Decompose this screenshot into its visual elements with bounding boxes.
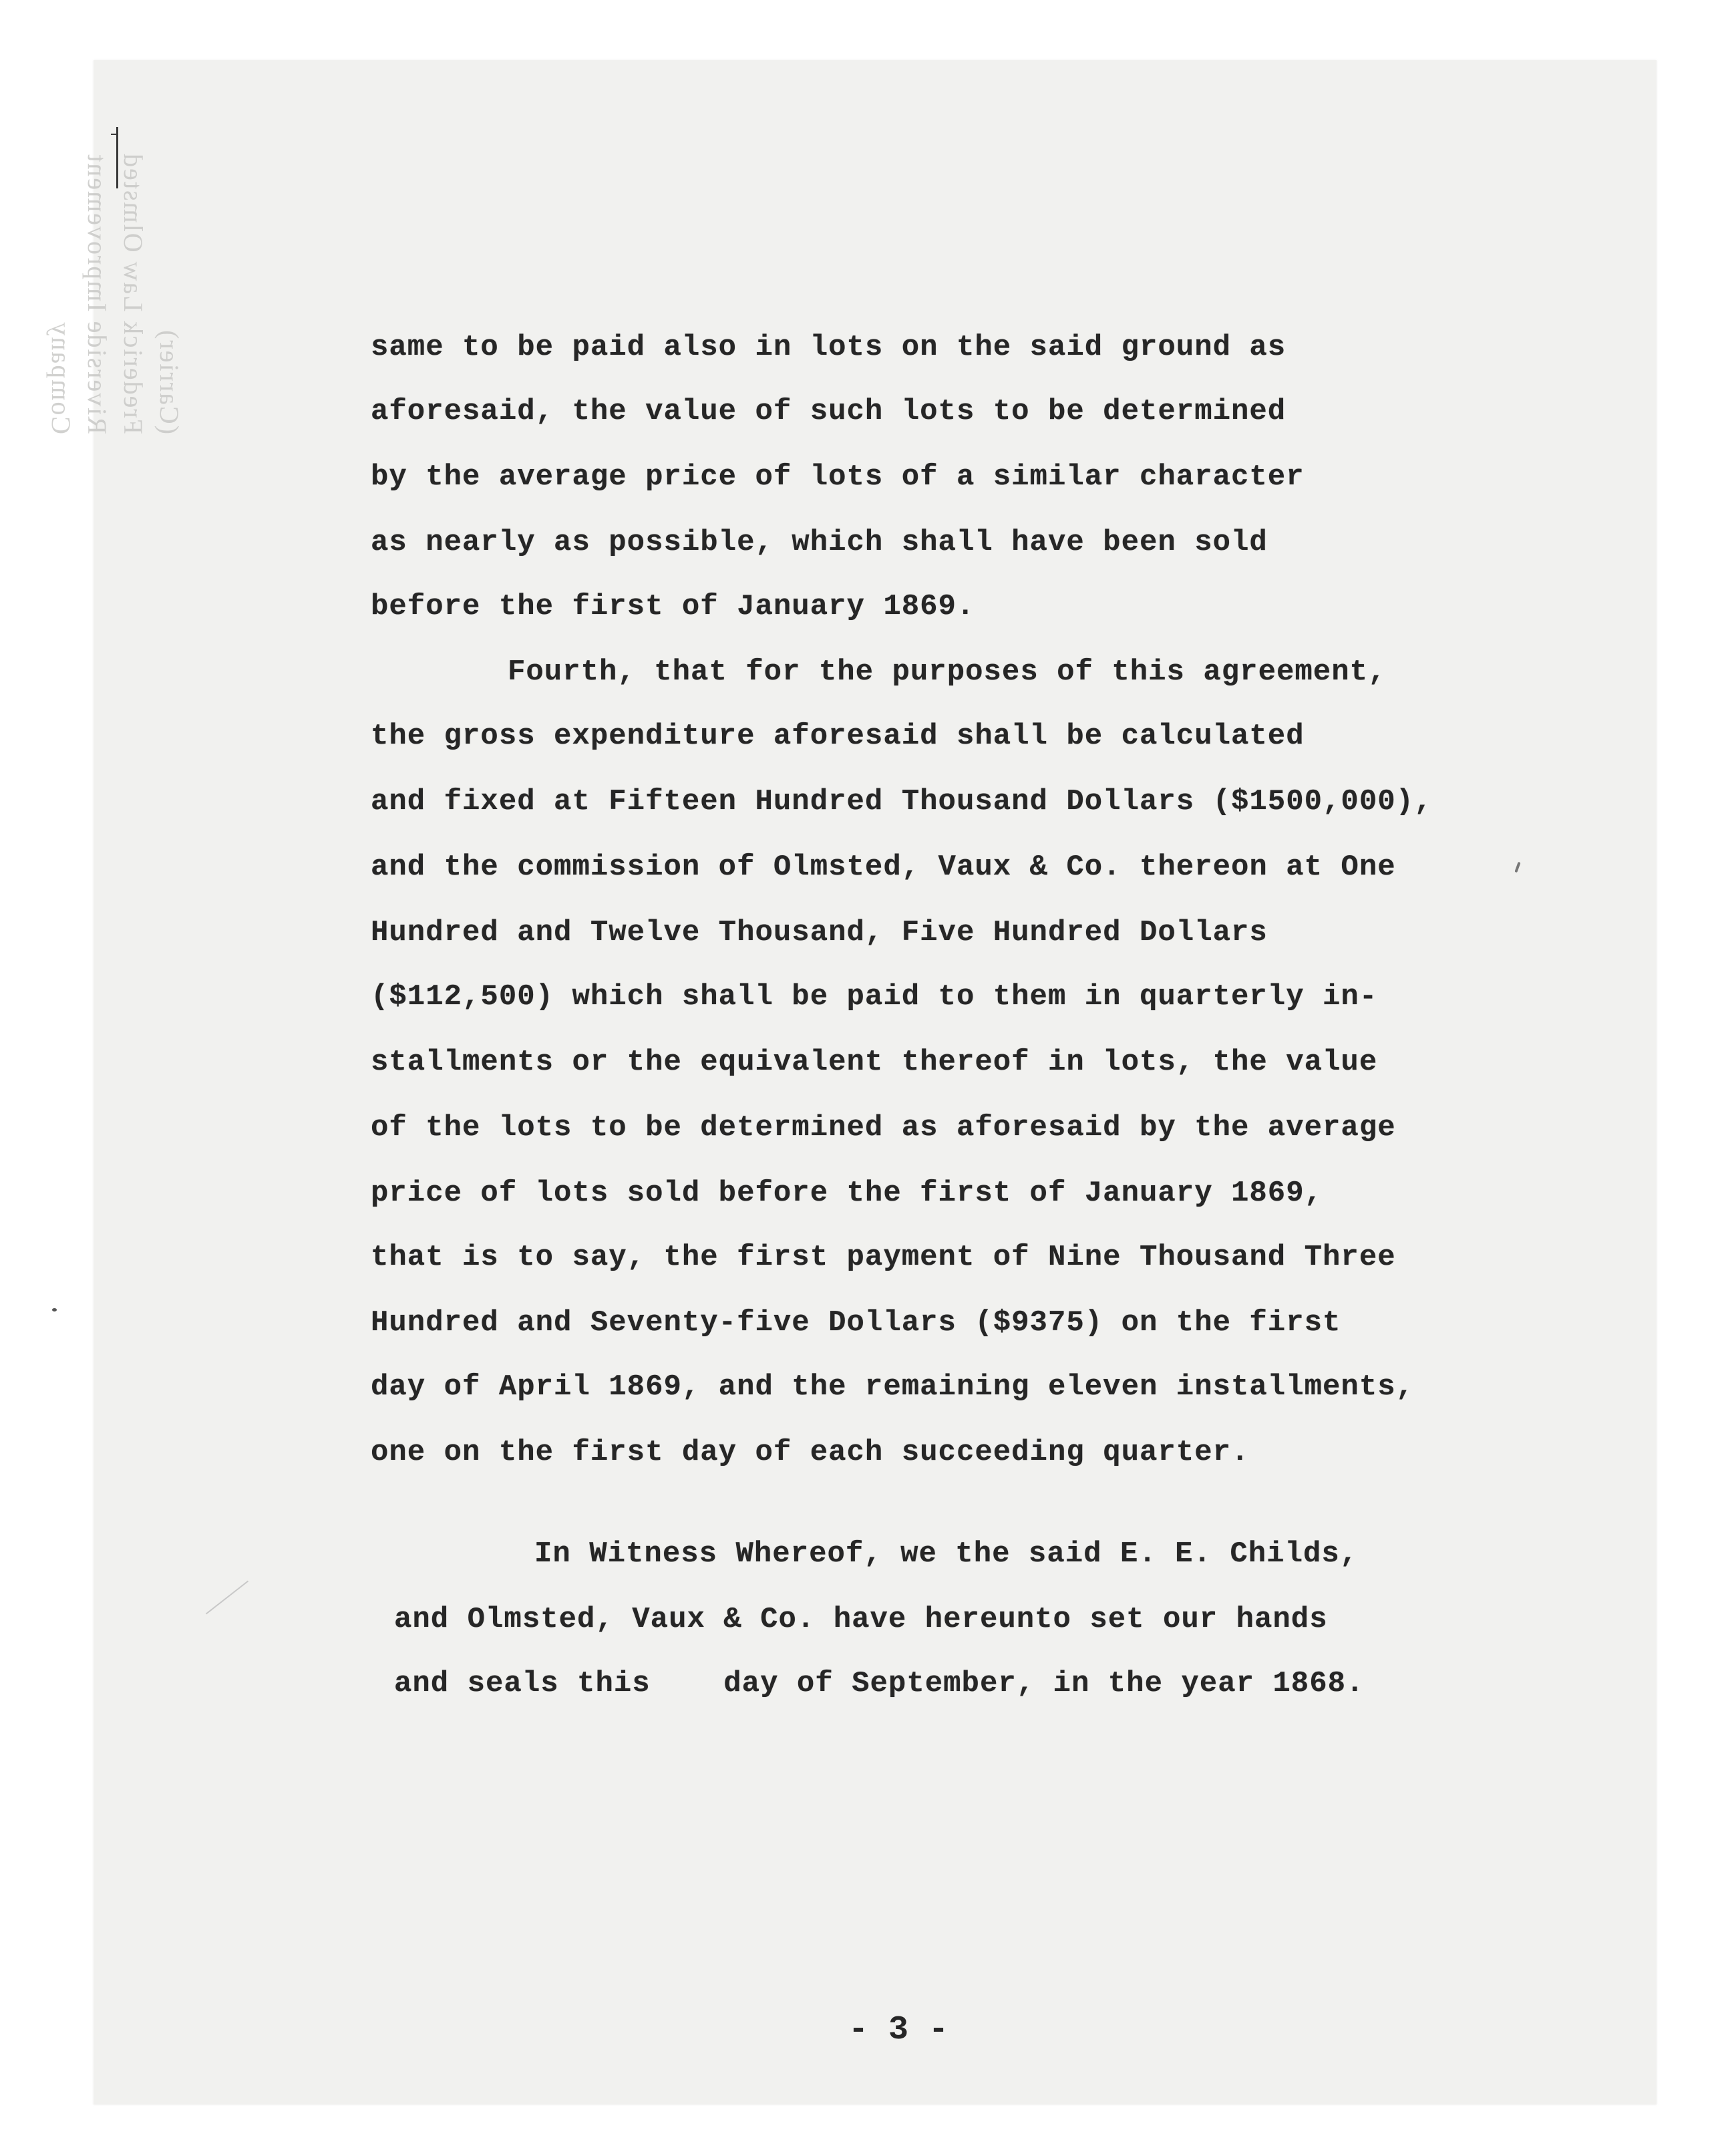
text-line: Hundred and Seventy-five Dollars ($9375) on the first: [371, 1306, 1341, 1340]
text-line: and Olmsted, Vaux & Co. have hereunto set our hands: [394, 1603, 1328, 1636]
ink-speck: [52, 1308, 57, 1312]
text-line: before the first of January 1869.: [371, 590, 975, 623]
text-line: and fixed at Fifteen Hundred Thousand Dollars ($1500,000),: [371, 785, 1433, 818]
bleed-through-stamp: [0, 0, 187, 434]
text-line: day of April 1869, and the remaining eleven installments,: [371, 1370, 1415, 1404]
text-line: stallments or the equivalent thereof in lots, the value: [371, 1046, 1378, 1079]
text-line: and seals this day of September, in the year 1868.: [394, 1667, 1365, 1700]
text-line: of the lots to be determined as aforesaid by the average: [371, 1111, 1396, 1144]
text-line: Fourth, that for the purposes of this agreement,: [508, 655, 1387, 689]
text-line: one on the first day of each succeeding quarter.: [371, 1436, 1250, 1469]
bleed-line: Frederick Law Olmsted: [118, 152, 148, 434]
text-line: price of lots sold before the first of January 1869,: [371, 1177, 1323, 1210]
bleed-line: (Carrier): [154, 329, 184, 434]
page-number: - 3 -: [848, 2011, 949, 2049]
text-line: by the average price of lots of a similar character: [371, 460, 1305, 494]
text-line: that is to say, the first payment of Nine Thousand Three: [371, 1241, 1396, 1274]
text-line: In Witness Whereof, we the said E. E. Childs,: [534, 1537, 1359, 1571]
text-line: aforesaid, the value of such lots to be determined: [371, 395, 1287, 428]
text-line: same to be paid also in lots on the said ground as: [371, 331, 1287, 364]
text-line: as nearly as possible, which shall have been sold: [371, 526, 1268, 559]
bleed-line: Company: [46, 321, 76, 434]
bleed-line: Riverside Improvement: [82, 153, 112, 434]
text-line: ($112,500) which shall be paid to them in quarterly in-: [371, 980, 1378, 1014]
text-line: and the commission of Olmsted, Vaux & Co. thereon at One: [371, 851, 1396, 884]
text-line: the gross expenditure aforesaid shall be calculated: [371, 720, 1305, 753]
text-line: Hundred and Twelve Thousand, Five Hundred Dollars: [371, 916, 1268, 949]
